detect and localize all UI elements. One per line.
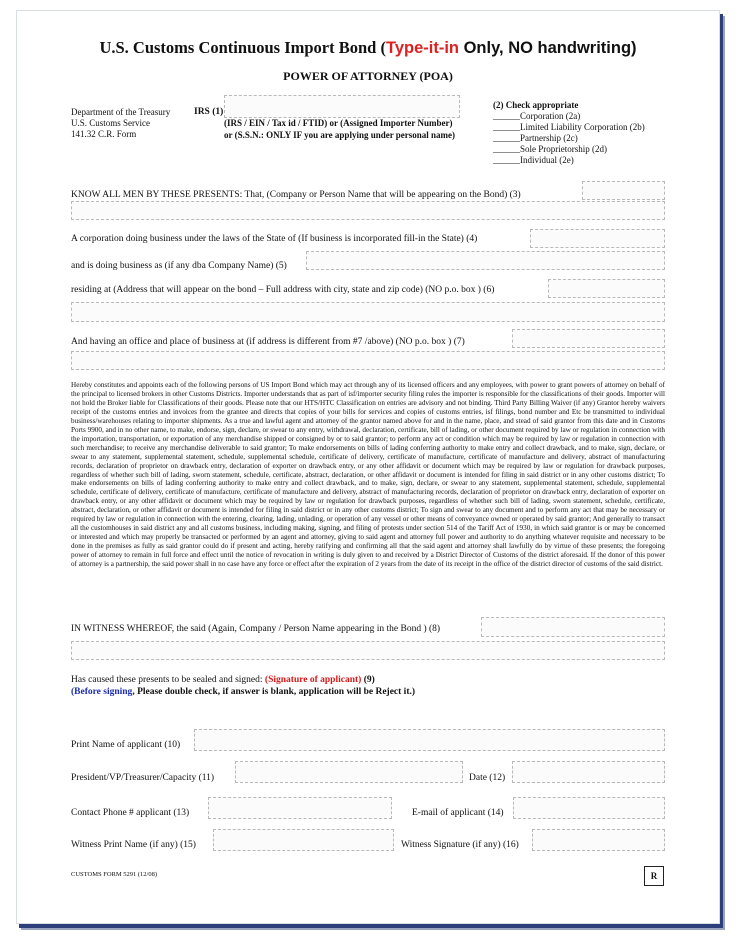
before-signing-note: (Before signing, Please double check, if answer is blank, application will be Reject it.) (71, 687, 416, 697)
check-list (493, 111, 645, 166)
witness-print-input[interactable] (213, 829, 394, 851)
form-page (16, 10, 720, 924)
dept-block (71, 107, 170, 140)
witness-signature-label: Witness Signature (if any) (16) (401, 840, 519, 850)
check-title: (2) Check appropriate (493, 100, 579, 110)
irs-hint-2: or (S.S.N.: ONLY IF you are applying under personal name) (224, 130, 456, 140)
address-input-1[interactable] (548, 279, 665, 298)
witness-whereof-input-1[interactable] (481, 617, 665, 637)
check-item-partnership[interactable]: ______Partnership (2c) (493, 133, 578, 143)
check-item-llc[interactable]: ______Limited Liability Corporation (2b) (493, 122, 645, 132)
r-box: R (644, 866, 664, 886)
dba-label: and is doing business as (if any dba Company Name) (5) (71, 261, 287, 271)
address-input-2[interactable] (71, 302, 665, 322)
dept-line: 141.32 C.R. Form (71, 129, 137, 139)
company-name-input-1[interactable] (582, 181, 665, 200)
office-input-1[interactable] (512, 329, 665, 348)
email-input[interactable] (513, 797, 665, 819)
capacity-input[interactable] (235, 761, 463, 783)
dba-input[interactable] (306, 251, 665, 270)
check-item-individual[interactable]: ______Individual (2e) (493, 155, 574, 165)
office-label: And having an office and place of business at (if address is different from #7 /above) (NO p.o. box ) (7) (71, 337, 465, 347)
witness-whereof-label: IN WITNESS WHEREOF, the said (Again, Company / Person Name appearing in the Bond ) (8) (71, 624, 441, 634)
check-item-corporation[interactable]: ______Corporation (2a) (493, 111, 581, 121)
capacity-label: President/VP/Treasurer/Capacity (11) (71, 773, 215, 783)
phone-label: Contact Phone # applicant (13) (71, 808, 190, 818)
state-input[interactable] (530, 229, 665, 248)
phone-input[interactable] (208, 797, 392, 819)
sealed-label: Has caused these presents to be sealed and signed: (Signature of applicant) (9) (71, 675, 375, 685)
dept-line: U.S. Customs Service (71, 118, 151, 128)
email-label: E-mail of applicant (14) (412, 808, 504, 818)
irs-hint-1: (IRS / EIN / Tax id / FTID) or (Assigned Importer Number) (224, 118, 453, 128)
witness-signature-input[interactable] (532, 829, 665, 851)
date-label: Date (12) (469, 773, 506, 783)
address-label: residing at (Address that will appear on the bond – Full address with city, state and zip code) (NO p.o. box ) (6) (71, 285, 495, 295)
type-it-in-text: Type-it-in (385, 39, 460, 57)
office-input-2[interactable] (71, 351, 665, 370)
irs-input[interactable] (224, 95, 460, 118)
witness-print-label: Witness Print Name (if any) (15) (71, 840, 196, 850)
company-name-label: KNOW ALL MEN BY THESE PRESENTS: That, (Company or Person Name that will be appearing on the Bond) (3) (71, 190, 521, 200)
signature-of-applicant-text: (Signature of applicant) (264, 675, 362, 685)
irs-label: IRS (1) (194, 107, 224, 117)
print-name-label: Print Name of applicant (10) (71, 740, 181, 750)
check-item-sole-proprietorship[interactable]: ______Sole Proprietorship (2d) (493, 144, 607, 154)
print-name-input[interactable] (194, 729, 665, 751)
dept-line: Department of the Treasury (71, 107, 171, 117)
company-name-input-2[interactable] (71, 201, 665, 220)
date-input[interactable] (512, 761, 665, 783)
page-title: U.S. Customs Continuous Import Bond (Type-it-in Only, NO handwriting) (99, 38, 637, 57)
state-label: A corporation doing business under the laws of the State of (If business is incorporated fill-in the State) (4) (71, 234, 478, 244)
legal-text: Hereby constitutes and appoints each of the following persons of US Import Bond which may act through any of its licensed officers and any employees, with power to grant powers of attorney on behalf of the principal to licensed brokers in other Customs Districts. Importer understands that as part of isf/importer security filing rules the importer is responsible for the classifications of their goods. Importer will not hold the Broker liable for Classifications of their goods. Please note that our HTS/HTC Classification on entries are advisory and not binding. Third Party Billing Waiver (if any) Grantor hereby waivers receipt of the customs entries and invoices from the grantee and directs that copies of your bills for services and copies of customs entries, isf filings, bond number and Etc be transmitted to individual business/warehouses relating to importer shipments. As a true and lawful agent and attorney of the grantor named above for and in the name, place, and stead of said grantor from this date and in Customs Ports 9900, and in no other name, to make, endorse, sign, declare, or swear to any entry, withdrawal, declaration, certificate, bill of lading, or other document required by law or regulation in connection with the importation, transportation, or exportation of any merchandise shipped or consigned by or to said grantor; to perform any act or condition which may be required by law or regulation in connection with such merchandise; to receive any merchandise deliverable to said grantor; To make endorsements on bills of lading conferring authority to make entry and collect drawback, and to make, sign, declare, or swear to any statement, supplemental statement, schedule, supplemental schedule, certificate of delivery, certificate of manufacture, certificate of manufacture and delivery, abstract of manufacturing records, declaration of proprietor on drawback entry, declaration of exporter on drawback entry, or any other affidavit or document which may be required by law or regulation for drawback purposes, regardless of whether such bill of lading, sworn statement, schedule, certificate, abstract, declaration, or other affidavit or document is intended for filing in said district or in any other customs district; To make endorsements on bills of lading conferring authority to make entry and collect drawback, and to make, sign, declare, or swear to any statement, supplemental statement, schedule, supplemental schedule, certificate of delivery, certificate of manufacture, certificate of manufacture and delivery, abstract of manufacturing records, declaration of proprietor on drawback entry, declaration of exporter on drawback entry, or any other affidavit or document which may be required by law or regulation for drawback purposes, regardless of whether such bill of lading, sworn statement, schedule, certificate, abstract, declaration, or other affidavit or document is intended for filing in said district or in any other customs district; To sign and swear to any document and to perform any act that may be necessary or required by law or regulation in connection with the entering, clearing, lading, unlading, or operation of any vessel or other means of conveyance owned or operated by said grantor; And generally to transact all the customhouses in said district any and all customs business, including making, signing, and filing of protests under section 514 of the Tariff Act of 1930, in which said grantor is or may be concerned or interested and which may properly be transacted or performed by an agent and attorney, giving to said agent and attorney full power and authority to do anything whatever requisite and necessary to be done in the premises as fully as said grantor could do if present and acting, hereby ratifying and confirming all that the said agent and attorney shall lawfully do by virtue of these presents; the foregoing power of attorney to remain in full force and effect until the notice of revocation in writing is duly given to and received by a District Director of Customs of the district aforesaid. If the donor of this power of attorney is a partnership, the said power shall in no case have any force or effect after the expiration of 2 years from the date of its receipt in the office of the district director of customs of the said district. (71, 381, 665, 569)
form-number: CUSTOMS FORM 5291 (12/08) (71, 871, 158, 878)
page-subtitle: POWER OF ATTORNEY (POA) (283, 69, 453, 83)
witness-whereof-input-2[interactable] (71, 641, 665, 660)
